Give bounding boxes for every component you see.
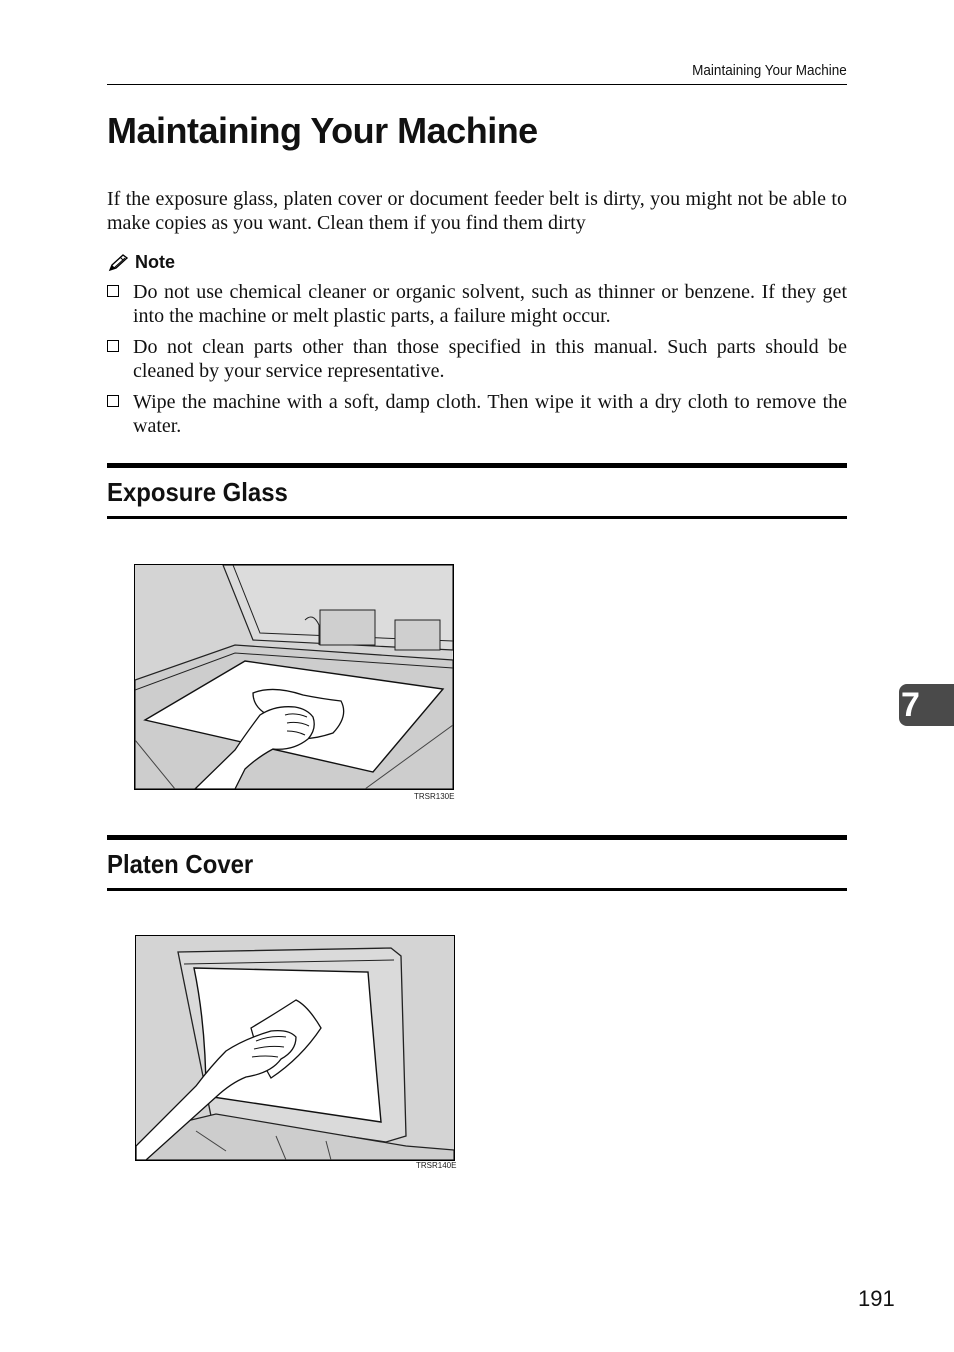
exposure-glass-illustration bbox=[134, 564, 454, 790]
note-list bbox=[107, 280, 847, 445]
note-item-text: Do not use chemical cleaner or organic solvent, such as thinner or benzene. If they get into the machine or melt plastic parts, a failure might occur. bbox=[133, 281, 847, 327]
section-heading-exposure-glass bbox=[107, 463, 847, 519]
checkbox-bullet-icon bbox=[107, 395, 119, 407]
note-heading bbox=[107, 252, 175, 273]
pencil-icon bbox=[107, 253, 131, 273]
checkbox-bullet-icon bbox=[107, 340, 119, 352]
note-item bbox=[107, 280, 847, 328]
exposure-glass-drawing bbox=[135, 565, 453, 789]
section-heading-platen-cover bbox=[107, 835, 847, 891]
checkbox-bullet-icon bbox=[107, 285, 119, 297]
note-item-text: Do not clean parts other than those specified in this manual. Such parts should be cleaned by your service representative. bbox=[133, 336, 847, 382]
running-header-text: Maintaining Your Machine bbox=[692, 62, 847, 79]
platen-cover-drawing bbox=[136, 936, 454, 1160]
note-item-text: Wipe the machine with a soft, damp cloth. Then wipe it with a dry cloth to remove the water. bbox=[133, 391, 847, 437]
section-heading-text: Platen Cover bbox=[107, 849, 254, 879]
figure-code: TRSR130E bbox=[414, 792, 455, 801]
note-item bbox=[107, 335, 847, 383]
note-item bbox=[107, 390, 847, 438]
chapter-tab: 7 bbox=[899, 684, 954, 726]
platen-cover-illustration bbox=[135, 935, 455, 1161]
note-heading-label: Note bbox=[135, 252, 175, 272]
page-number: 191 bbox=[858, 1286, 895, 1311]
running-header bbox=[107, 60, 847, 85]
section-heading-text: Exposure Glass bbox=[107, 477, 288, 507]
intro-paragraph: If the exposure glass, platen cover or document feeder belt is dirty, you might not be able to make copies as you want. Clean them if you find them dirty bbox=[107, 188, 847, 234]
figure-code: TRSR140E bbox=[416, 1161, 457, 1170]
page-title: Maintaining Your Machine bbox=[107, 110, 538, 151]
